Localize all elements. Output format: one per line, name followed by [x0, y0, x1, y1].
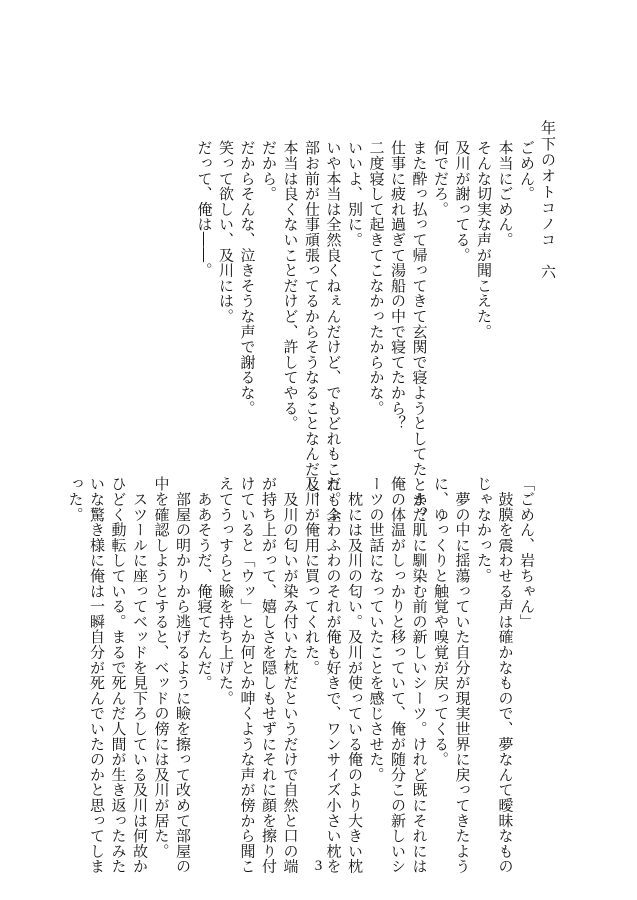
text-line: 及川の匂いが染み付いた枕だというだけで自然と口の端 — [281, 476, 300, 874]
text-line: に、ゆっくりと触覚や嗅覚が戻ってくる。 — [432, 476, 450, 767]
text-line: 俺の体温がしっかりと移っていて、俺が随分この新しいシ — [389, 476, 407, 874]
text-line: 枕には及川の匂い。及川が使っている俺のより大きい枕 — [346, 476, 364, 874]
text-line: ごめん。 — [518, 140, 536, 202]
text-line: 及川が俺用に買ってくれた。 — [303, 476, 321, 675]
text-line: だ。ふわふわのそれが俺も好きで、ワンサイズ小さい枕を — [324, 476, 343, 874]
text-line: いいよ、別に。 — [346, 140, 364, 248]
text-line: 仕事に疲れ過ぎて湯船の中で寝てたから？ — [389, 140, 407, 431]
text-line: だって、俺は――。 — [195, 140, 214, 278]
text-line: 鼓膜を震わせる声は確かなもので、夢なんて曖昧なもの — [496, 476, 515, 874]
text-line: また酔っ払って帰ってきて玄関で寝ようとしてたとか？ — [410, 140, 429, 523]
text-line: 二度寝して起きてこなかったからかな。 — [367, 140, 386, 416]
text-line: 何でだろ。 — [432, 140, 450, 217]
text-line: いや本当は全然良くねぇんだけど、でもどれもこれも全 — [324, 140, 343, 523]
text-line: った。 — [66, 476, 85, 522]
text-line: えてうっすらと瞼を持ち上げた。 — [217, 476, 235, 706]
text-line: 部屋の明かりから逃げるように瞼を擦って改めて部屋の — [174, 476, 192, 874]
text-line: いな驚き様に俺は一瞬自分が死んでいたのかと思ってしま — [88, 476, 106, 874]
text-line: ひどく動転している。まるで死んだ人間が生き返ったみた — [109, 476, 128, 874]
bottom-text-block — [66, 476, 537, 874]
text-line: 本当は良くないことだけど、許してやる。 — [281, 140, 300, 431]
text-line: 部お前が仕事頑張ってるからそうなることなんだし。 — [303, 140, 321, 508]
text-line: 及川が謝ってる。 — [453, 140, 472, 263]
text-line: ーツの世話になっていたことを感じさせた。 — [367, 476, 386, 782]
text-line: ああそうだ、俺寝てたんだ。 — [195, 476, 214, 691]
text-line: 「ごめん、岩ちゃん」 — [518, 476, 536, 629]
text-line: そんな切実な声が聞こえた。 — [475, 140, 493, 339]
page-number: 3 — [314, 858, 323, 874]
top-text-block — [137, 140, 537, 523]
text-line: だから。 — [260, 140, 278, 202]
text-line: まだ肌に馴染む前の新しいシーツ。けれど既にそれには — [410, 476, 429, 874]
text-line: 中を確認しようとすると、ベッドの傍には及川が居た。 — [152, 476, 171, 859]
chapter-title: 年下のオトコノコ 六 — [539, 120, 557, 280]
text-line: だからそんな、泣きそうな声で謝るな。 — [238, 140, 257, 416]
text-line: 本当にごめん。 — [496, 140, 515, 248]
text-line: けていると「ウッ」とか何とか呻くような声が傍から聞こ — [238, 476, 257, 874]
text-line: スツールに座ってベッドを見下ろしている及川は何故か — [131, 476, 149, 874]
text-line: が持ち上がって、嬉しさを隠しもせずにそれに顔を擦り付 — [260, 476, 278, 874]
text-line: 夢の中に揺蕩っていた自分が現実世界に戻ってきたよう — [453, 476, 472, 874]
text-line: じゃなかった。 — [475, 476, 493, 584]
text-line: 笑って欲しい、及川には。 — [217, 140, 235, 324]
